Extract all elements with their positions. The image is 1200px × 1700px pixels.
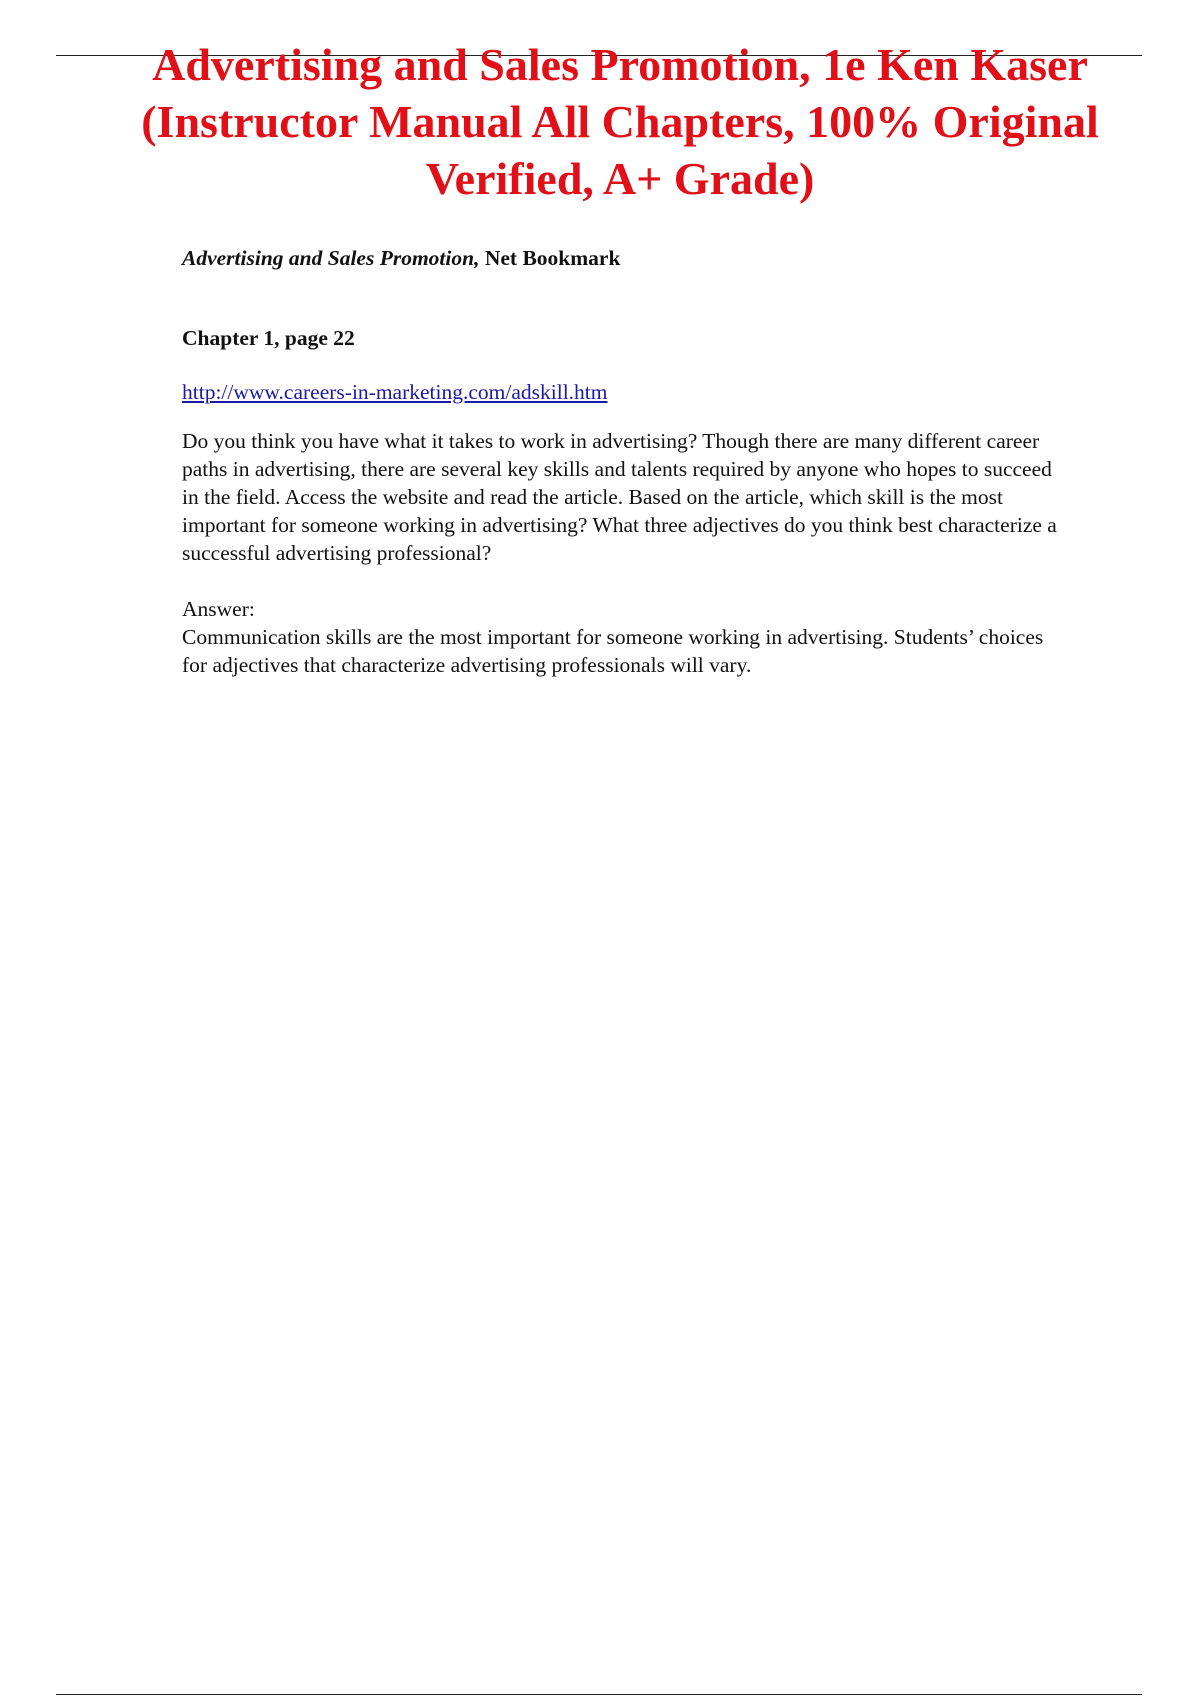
answer-text: Communication skills are the most important for someone working in advertising. Students’ choices for adjectives that characterize advertising professionals will vary. — [182, 625, 1044, 677]
book-title: Advertising and Sales Promotion, — [182, 246, 480, 270]
title-line-1: Advertising and Sales Promotion, 1e Ken Kaser — [152, 39, 1088, 90]
chapter-heading: Chapter 1, page 22 — [182, 326, 355, 350]
document-title — [0, 36, 1200, 207]
title-line-3: Verified, A+ Grade) — [425, 153, 815, 204]
question-paragraph: Do you think you have what it takes to work in advertising? Though there are many different career paths in advertising, there are several key skills and talents required by anyone who hopes to succeed in the field. Access the website and read the article. Based on the article, which skill is the most important for someone working in advertising? What three adjectives do you think best characterize a successful advertising professional? — [182, 429, 1057, 565]
section-name: Net Bookmark — [484, 246, 621, 270]
document-body — [182, 244, 1062, 679]
answer-label: Answer: — [182, 597, 255, 621]
reference-link[interactable]: http://www.careers-in-marketing.com/adskill.htm — [182, 380, 608, 404]
subtitle — [182, 244, 1062, 272]
bottom-rule — [56, 1694, 1142, 1695]
title-line-2: (Instructor Manual All Chapters, 100% Original — [141, 96, 1099, 147]
